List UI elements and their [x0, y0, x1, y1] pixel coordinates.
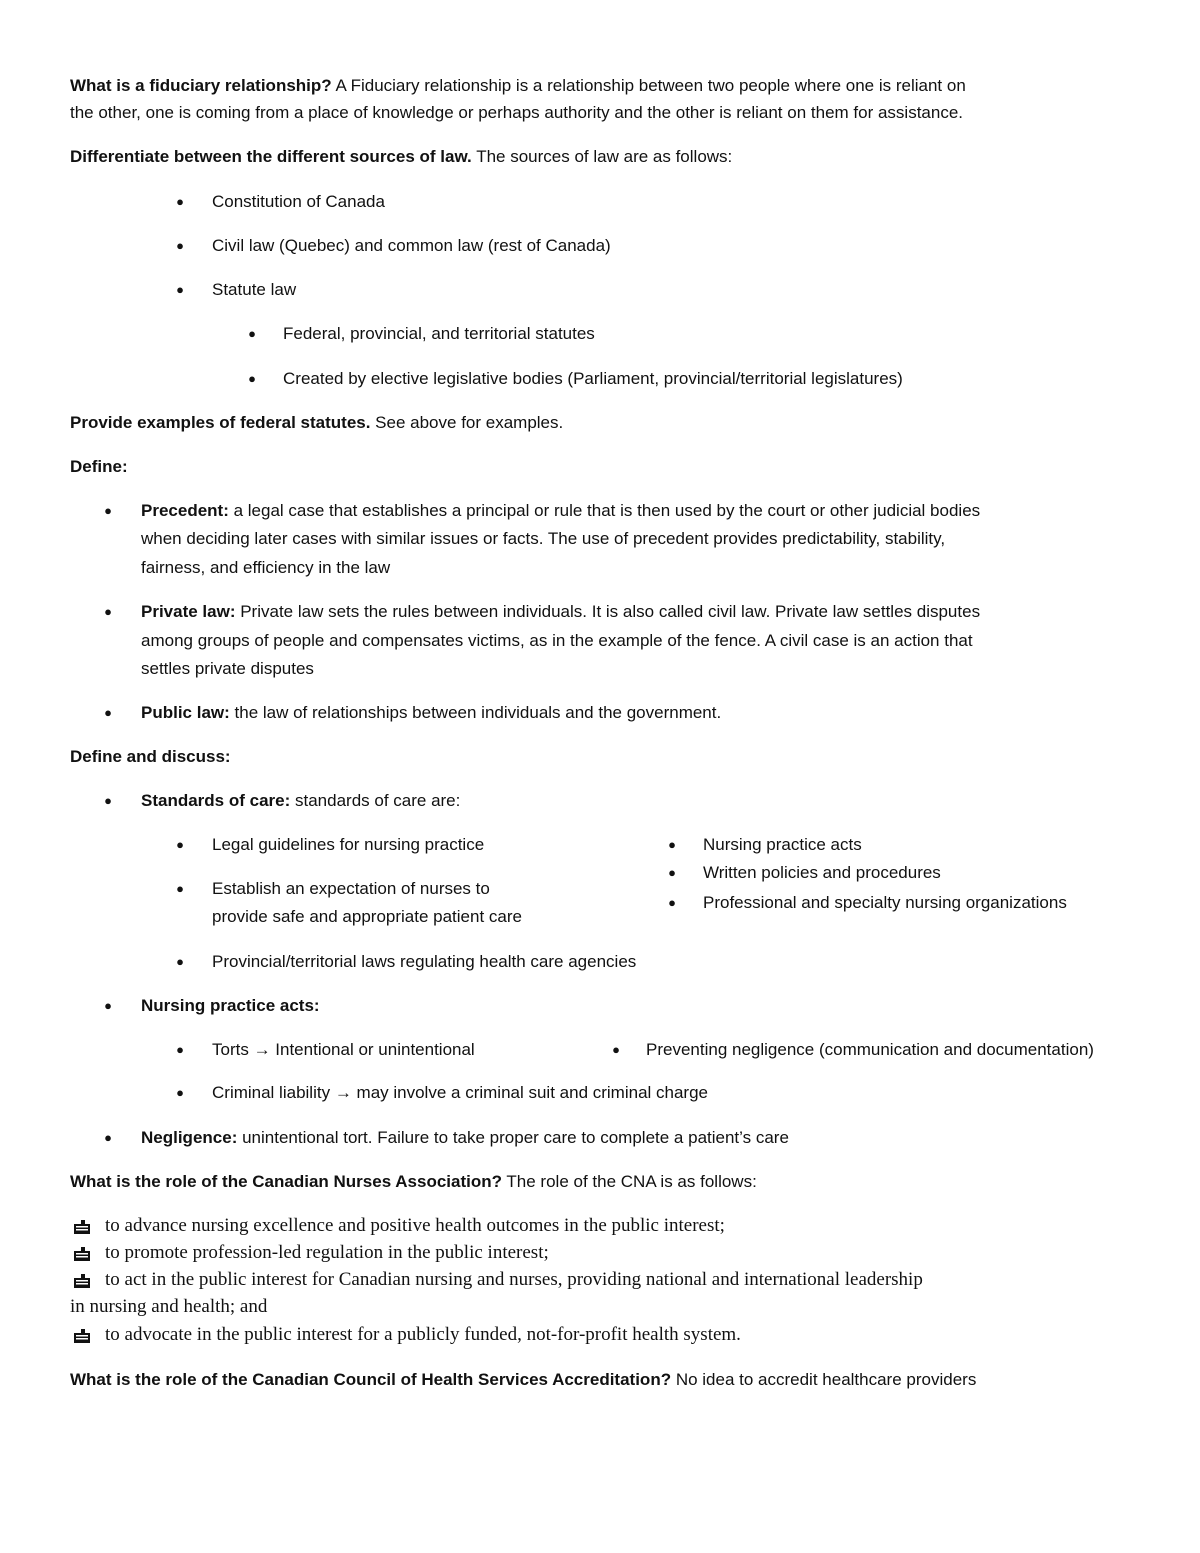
- standards-left-item-cont: provide safe and appropriate patient care: [212, 907, 522, 926]
- arrow-icon: →: [334, 1083, 352, 1102]
- cna-paragraph: [70, 1172, 757, 1192]
- torts-item: [212, 1040, 475, 1060]
- precedent-text: a legal case that establishes a principal or rule that is then used by the court or other judicial bodies: [228, 501, 981, 520]
- bullet: ●: [104, 793, 112, 808]
- pointing-hand-icon: [72, 1325, 92, 1345]
- bullet: ●: [176, 954, 184, 969]
- bullet: ●: [668, 895, 676, 910]
- standards-right-item: Nursing practice acts: [703, 835, 862, 854]
- federal-question: Provide examples of federal statutes.: [70, 413, 371, 432]
- negligence-line: [141, 1128, 789, 1148]
- cna-item: to act in the public interest for Canadian nursing and nurses, providing national and international leadership: [105, 1269, 923, 1290]
- bullet: ●: [104, 705, 112, 720]
- criminal-text: may involve a criminal suit and criminal charge: [351, 1083, 709, 1102]
- prevent-negligence-item: Preventing negligence (communication and documentation): [646, 1040, 1094, 1059]
- criminal-label: Criminal liability: [212, 1083, 335, 1102]
- cna-question: What is the role of the Canadian Nurses Association?: [70, 1172, 502, 1191]
- arrow-icon: →: [253, 1040, 271, 1059]
- bullet: ●: [668, 837, 676, 852]
- bullet: ●: [668, 865, 676, 880]
- torts-label: Torts: [212, 1040, 254, 1059]
- bullet: ●: [248, 326, 256, 341]
- pointing-hand-icon: [72, 1270, 92, 1290]
- fiduciary-answer-line1: A Fiduciary relationship is a relationship between two people where one is reliant on: [331, 76, 966, 95]
- standards-right-item: Written policies and procedures: [703, 863, 941, 882]
- public-law-text: the law of relationships between individuals and the government.: [229, 703, 722, 722]
- precedent-line3: fairness, and efficiency in the law: [141, 558, 391, 577]
- private-law-term: Private law:: [141, 602, 236, 621]
- sources-item: Constitution of Canada: [212, 192, 385, 211]
- private-law-text: Private law sets the rules between individuals. It is also called civil law. Private law settles disputes: [235, 602, 981, 621]
- sources-answer: The sources of law are as follows:: [471, 147, 733, 166]
- bullet: ●: [104, 503, 112, 518]
- bullet: ●: [176, 194, 184, 209]
- sources-paragraph: [70, 147, 732, 167]
- criminal-item: [212, 1083, 708, 1103]
- sources-item: Civil law (Quebec) and common law (rest of Canada): [212, 236, 611, 255]
- cchsa-paragraph: [70, 1370, 976, 1390]
- fiduciary-question: What is a fiduciary relationship?: [70, 76, 332, 95]
- cna-item: to advance nursing excellence and positive health outcomes in the public interest;: [105, 1215, 725, 1236]
- precedent-line1: [141, 501, 980, 521]
- standards-last-item: Provincial/territorial laws regulating health care agencies: [212, 952, 637, 971]
- fiduciary-paragraph-line1: [70, 76, 966, 96]
- pointing-hand-icon: [72, 1243, 92, 1263]
- cna-item: to advocate in the public interest for a publicly funded, not-for-profit health system.: [105, 1324, 741, 1345]
- federal-paragraph: [70, 413, 563, 433]
- precedent-term: Precedent:: [141, 501, 229, 520]
- sources-subitem: Federal, provincial, and territorial statutes: [283, 324, 595, 343]
- fiduciary-answer-line2: the other, one is coming from a place of knowledge or perhaps authority and the other is reliant on them for assistance.: [70, 103, 964, 122]
- bullet: ●: [104, 1130, 112, 1145]
- sources-item: Statute law: [212, 280, 297, 299]
- torts-text: Intentional or unintentional: [270, 1040, 475, 1059]
- practice-acts-term: Nursing practice acts:: [141, 996, 320, 1015]
- bullet: ●: [176, 1085, 184, 1100]
- cna-item: to promote profession-led regulation in the public interest;: [105, 1242, 549, 1263]
- bullet: ●: [104, 604, 112, 619]
- standards-right-item: Professional and specialty nursing organizations: [703, 893, 1067, 912]
- sources-question: Differentiate between the different sources of law.: [70, 147, 472, 166]
- standards-left-item: Establish an expectation of nurses to: [212, 879, 490, 898]
- federal-answer: See above for examples.: [370, 413, 564, 432]
- define-discuss-heading: Define and discuss:: [70, 747, 231, 766]
- bullet: ●: [104, 998, 112, 1013]
- cna-item-cont: in nursing and health; and: [70, 1296, 268, 1317]
- bullet: ●: [176, 837, 184, 852]
- define-heading: Define:: [70, 457, 128, 476]
- precedent-line2: when deciding later cases with similar issues or facts. The use of precedent provides predictability, stability,: [141, 529, 946, 548]
- private-law-line3: settles private disputes: [141, 659, 314, 678]
- bullet: ●: [176, 1042, 184, 1057]
- negligence-term: Negligence:: [141, 1128, 238, 1147]
- standards-line: [141, 791, 460, 811]
- cchsa-question: What is the role of the Canadian Council of Health Services Accreditation?: [70, 1370, 672, 1389]
- negligence-text: unintentional tort. Failure to take proper care to complete a patient’s care: [237, 1128, 789, 1147]
- cchsa-answer: No idea to accredit healthcare providers: [671, 1370, 977, 1389]
- standards-left-item: Legal guidelines for nursing practice: [212, 835, 485, 854]
- bullet: ●: [176, 238, 184, 253]
- bullet: ●: [176, 881, 184, 896]
- pointing-hand-icon: [72, 1216, 92, 1236]
- standards-term: Standards of care:: [141, 791, 291, 810]
- public-law-line1: [141, 703, 721, 723]
- sources-subitem: Created by elective legislative bodies (Parliament, provincial/territorial legislatures): [283, 369, 903, 388]
- private-law-line1: [141, 602, 980, 622]
- bullet: ●: [612, 1042, 620, 1057]
- bullet: ●: [248, 371, 256, 386]
- public-law-term: Public law:: [141, 703, 230, 722]
- bullet: ●: [176, 282, 184, 297]
- cna-answer: The role of the CNA is as follows:: [502, 1172, 757, 1191]
- private-law-line2: among groups of people and compensates victims, as in the example of the fence. A civil case is an action that: [141, 631, 973, 650]
- standards-text: standards of care are:: [290, 791, 461, 810]
